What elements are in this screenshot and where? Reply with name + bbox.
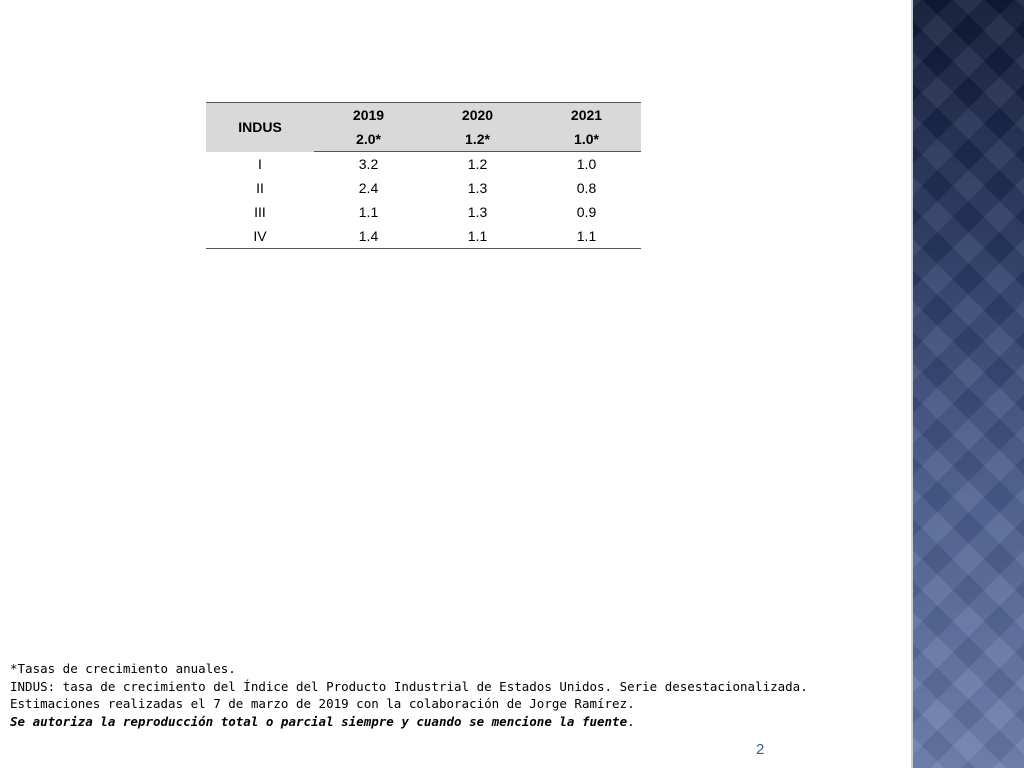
- year-header-2020: 2020: [423, 103, 532, 128]
- annual-rate-2019: 2.0*: [314, 127, 423, 152]
- reproduction-period: .: [627, 713, 635, 729]
- table-row: [206, 200, 641, 224]
- table-cell: 0.8: [576, 180, 597, 196]
- table-cell: 2.4: [358, 180, 379, 196]
- footnote-reproduction: [10, 713, 808, 731]
- quarter-label: I: [258, 155, 262, 172]
- table-row: [206, 176, 641, 200]
- footnote-annual-rates: *Tasas de crecimiento anuales.: [10, 661, 236, 676]
- table-cell: 1.4: [314, 224, 423, 249]
- table-cell: 1.1: [423, 224, 532, 249]
- table-cell: 0.9: [576, 204, 597, 220]
- footnotes: [10, 660, 808, 730]
- quarter-label: IV: [206, 224, 314, 249]
- table-cell: 3.2: [358, 156, 379, 172]
- indus-header: INDUS: [206, 103, 314, 152]
- reproduction-notice: Se autoriza la reproducción total o parcial siempre y cuando se mencione la fuente: [10, 713, 628, 729]
- table-header-row: [206, 103, 641, 128]
- footnote-indus-definition: INDUS: tasa de crecimiento del Índice del Producto Industrial de Estados Unidos. Serie desestacionalizada.: [10, 678, 808, 694]
- table-row: [206, 224, 641, 249]
- table-cell: 1.1: [358, 204, 379, 220]
- footnote-estimation-date: Estimaciones realizadas el 7 de marzo de 2019 con la colaboración de Jorge Ramírez.: [10, 696, 635, 711]
- table-cell: 1.3: [467, 204, 488, 220]
- quarter-label: III: [254, 204, 266, 220]
- annual-rate-2021: 1.0*: [532, 127, 641, 152]
- growth-table: [206, 102, 641, 249]
- table-cell: 1.2: [467, 156, 488, 172]
- page-number: 2: [756, 741, 765, 758]
- table-cell: 1.3: [467, 180, 488, 196]
- table-cell: 1.1: [532, 224, 641, 249]
- table-row: [206, 152, 641, 177]
- annual-rate-2020: 1.2*: [423, 127, 532, 152]
- table-cell: 1.0: [576, 156, 597, 172]
- year-header-2021: 2021: [532, 103, 641, 128]
- decorative-side-band: [913, 0, 1024, 768]
- quarter-label: II: [256, 180, 264, 196]
- year-header-2019: 2019: [314, 103, 423, 128]
